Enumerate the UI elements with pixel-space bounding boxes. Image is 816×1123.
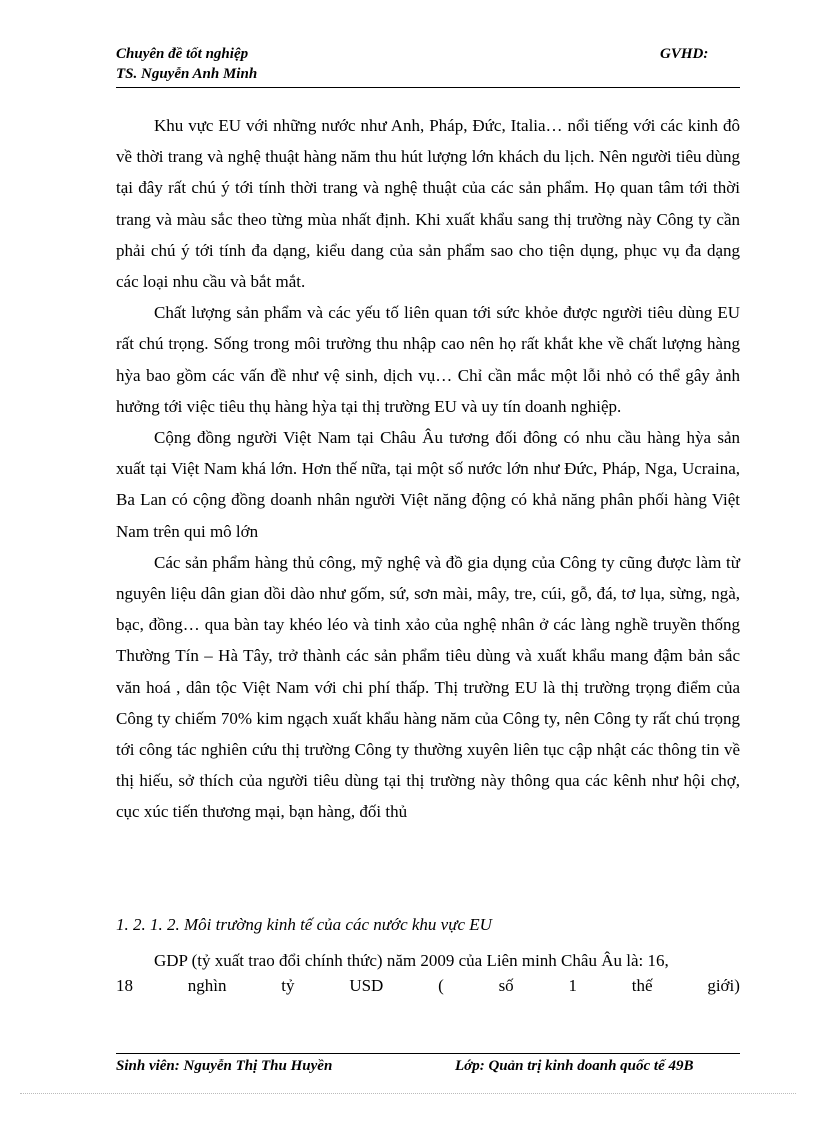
gdp-word: USD [349, 976, 384, 995]
header-advisor-label: GVHD: [660, 46, 709, 62]
page-break-divider [20, 1093, 796, 1094]
gdp-word: số [498, 976, 514, 995]
gdp-spread-line [116, 976, 740, 996]
gdp-paragraph [116, 945, 740, 976]
footer-class: Lớp: Quản trị kinh doanh quốc tế 49B [455, 1058, 694, 1074]
header-rule [116, 87, 740, 88]
gdp-word: 18 [116, 976, 133, 995]
footer-student: Sinh viên: Nguyễn Thị Thu Huyền [116, 1058, 333, 1074]
footer-rule [116, 1053, 740, 1054]
gdp-word: tỷ [281, 976, 295, 995]
gdp-line: GDP (tỷ xuất trao đổi chính thức) năm 2009 của Liên minh Châu Âu là: 16, [154, 951, 669, 970]
gdp-word: 1 [568, 976, 577, 995]
gdp-word: giới) [707, 976, 740, 995]
paragraph-handicraft-products: Các sản phẩm hàng thủ công, mỹ nghệ và đồ gia dụng của Công ty cũng được làm từ nguyên liệu dân gian dồi dào như gốm, sứ, sơn mài, mây, tre, cúi, gỗ, đá, tơ lụa, sừng, ngà, bạc, đồng… qua bàn tay khéo léo và tinh xảo của nghệ nhân ở các làng nghề truyền thống Thường Tín – Hà Tây, trở thành các sản phẩm tiêu dùng và xuất khẩu mang đậm bản sắc văn hoá , dân tộc Việt Nam với chi phí thấp. Thị trường EU là thị trường trọng điểm của Công ty chiếm 70% kim ngạch xuất khẩu hàng năm của Công ty, nên Công ty rất chú trọng tới công tác nghiên cứu thị trường Công ty thường xuyên liên tục cập nhật các thông tin về thị hiếu, sở thích của người tiêu dùng tại thị trường này thông qua các kênh như hội chợ, cục xúc tiến thương mại, bạn hàng, đối thủ [116, 552, 740, 822]
paragraph-eu-fashion: Khu vực EU với những nước như Anh, Pháp, Đức, Italia… nổi tiếng với các kinh đô về thời trang và nghệ thuật hàng năm thu hút lượng lớn khách du lịch. Nên người tiêu dùng tại đây rất chú ý tới tính thời trang và nghệ thuật của các sản phẩm. Họ quan tâm tới thời trang và màu sắc theo từng mùa nhất định. Khi xuất khẩu sang thị trường này Công ty cần phải chú ý tới tính đa dạng, kiểu dang của sản phẩm sao cho tiện dụng, phục vụ đa dạng các loại nhu cầu và bắt mắt. [116, 116, 740, 292]
paragraph-vietnamese-community: Cộng đồng người Việt Nam tại Châu Âu tương đối đông có nhu cầu hàng hỳa sản xuất tại Việt Nam khá lớn. Hơn thế nữa, tại một số nước lớn như Đức, Pháp, Nga, Ucraina, Ba Lan có cộng đồng doanh nhân người Việt năng động có khả năng phân phối hàng Việt Nam trên qui mô lớn [116, 428, 740, 541]
gdp-word: ( [438, 976, 444, 995]
header-subject: Chuyên đề tốt nghiệp [116, 46, 249, 62]
gdp-word: nghìn [187, 976, 227, 995]
paragraph-product-quality: Chất lượng sản phẩm và các yếu tố liên quan tới sức khỏe được người tiêu dùng EU rất chú trọng. Sống trong môi trường thu nhập cao nên họ rất khắt khe về chất lượng hàng hỳa bao gồm các vấn đề như vệ sinh, dịch vụ… Chỉ cần mắc một lỗi nhỏ có thể gây ảnh hưởng tới việc tiêu thụ hàng hỳa tại thị trường EU và uy tín doanh nghiệp. [116, 303, 740, 416]
section-heading: 1. 2. 1. 2. Môi trường kinh tế của các nước khu vực EU [116, 915, 492, 934]
header-advisor-name: TS. Nguyễn Anh Minh [116, 66, 258, 82]
gdp-word: thế [631, 976, 653, 995]
document-body [116, 110, 740, 828]
